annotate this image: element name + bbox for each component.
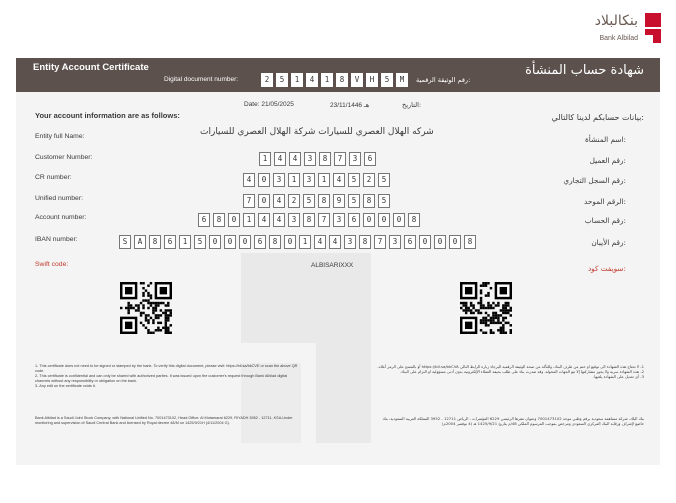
note-ar-1: 1- لا تحتاج هذه الشهادة الى توقيع او ختم من طرف البنك، وللتأكد من صحة الوثيقة الرقمية اليرجاء زيارة الرابط التالي https://bll.sa/bkCVA أو بالمسح على الرمز أعلاه. xyxy=(377,364,644,369)
digit-box: 8 xyxy=(319,152,331,166)
digit-box: 0 xyxy=(393,213,405,227)
digit-box: 4 xyxy=(333,173,345,187)
digit-box: 8 xyxy=(303,213,315,227)
digit-box: 6 xyxy=(404,235,416,249)
digit-box: 8 xyxy=(149,235,161,249)
digit-box: 8 xyxy=(464,235,476,249)
unified-number-label-ar: الرقم الموحد: xyxy=(584,197,626,206)
note-ar-3: 3- أي تعديل على الشهادة يلغيها. xyxy=(593,374,644,379)
digit-box: 4 xyxy=(289,152,301,166)
swift-code-label: Swift code: xyxy=(35,261,69,268)
digit-box: 0 xyxy=(449,235,461,249)
digit-box: 7 xyxy=(318,213,330,227)
title-ar: شهادة حساب المنشأة xyxy=(525,63,644,78)
note-en-1: 1- This certificate does not need to be signed or stamped by the bank. To verify this digital document, please visit: https://bll.sa/bkCVE or scan the above QR code. xyxy=(35,364,298,373)
footer-en: Bank Albilad is a Saudi Joint Stock Company, with National Unified No. 7001473102, Head Office: Al Motamarat 6229, RIYADH 3952 - 12711, KSA.Under monitoring and supervision of Saudi Central Bank and licensed by Royal decree 48/M on 1425/9/21H (4/11/2004 G). xyxy=(35,416,293,425)
digit-box: 3 xyxy=(304,152,316,166)
digit-box: 8 xyxy=(318,194,330,208)
iban-number-label: IBAN number: xyxy=(35,236,78,243)
digit-box: 1 xyxy=(321,73,333,87)
customer-number-label: Customer Number: xyxy=(35,154,93,161)
digit-box: 6 xyxy=(364,152,376,166)
digit-box: 4 xyxy=(273,194,285,208)
digit-box: 7 xyxy=(334,152,346,166)
digit-box: 4 xyxy=(306,73,318,87)
iban-number-boxes xyxy=(119,235,479,249)
digit-box: A xyxy=(134,235,146,249)
qr-code-icon[interactable] xyxy=(120,282,172,334)
digital-number-label-ar: رقم الوثيقة الرقمية: xyxy=(416,76,471,84)
digit-box: 1 xyxy=(179,235,191,249)
account-number-label-ar: رقم الحساب: xyxy=(584,216,626,225)
certificate-sheet xyxy=(16,58,660,465)
digit-box: 3 xyxy=(344,235,356,249)
customer-number-boxes xyxy=(259,152,379,166)
digit-box: V xyxy=(351,73,363,87)
digit-box: 5 xyxy=(378,194,390,208)
notes-en xyxy=(35,364,301,389)
digit-box: 3 xyxy=(273,173,285,187)
digit-box: S xyxy=(119,235,131,249)
digit-box: 1 xyxy=(259,152,271,166)
issue-date: Date: 21/05/2025 xyxy=(244,101,294,108)
qr-code-icon[interactable] xyxy=(460,282,512,334)
hijri-date: 23/11/1446 هـ xyxy=(330,102,370,109)
digit-box: H xyxy=(366,73,378,87)
digit-box: 0 xyxy=(284,235,296,249)
cr-number-label: CR number: xyxy=(35,174,72,181)
digit-box: 0 xyxy=(363,213,375,227)
digit-box: 9 xyxy=(333,194,345,208)
note-ar-2: 2- هذه الشهادة سرية ولا يجوز مشاركتها إلا مع الجهات المخولة، وقد صدرت بناء على طلب بحيفة العملاء الإلكترونية بدون أدنى مسؤولية او التزام على البنك. xyxy=(399,369,644,374)
entity-name-label-ar: اسم المنشأة: xyxy=(584,135,626,144)
digit-box: 3 xyxy=(288,213,300,227)
logo-mark-icon xyxy=(644,12,662,44)
digit-box: 6 xyxy=(254,235,266,249)
digit-box: 6 xyxy=(198,213,210,227)
digit-box: 3 xyxy=(303,173,315,187)
digit-box: 8 xyxy=(363,194,375,208)
digit-box: 1 xyxy=(291,73,303,87)
note-en-3: 3- Any edit on the certificate voids it. xyxy=(35,384,96,388)
digit-box: 8 xyxy=(269,235,281,249)
digit-box: 5 xyxy=(276,73,288,87)
note-en-2: 2- This certificate is confidential and can only be shared with authorized parties. It was issued upon the customer's request through Bank Albilad digital channels without any responsibility or obligation on the bank. xyxy=(35,374,288,383)
logo-english: Bank Albilad xyxy=(599,35,638,42)
title-en: Entity Account Certificate xyxy=(33,62,149,73)
digit-box: 1 xyxy=(243,213,255,227)
digit-box: 8 xyxy=(359,235,371,249)
digit-box: 0 xyxy=(258,194,270,208)
notes-ar xyxy=(376,364,644,379)
digital-number-label: Digital document number: xyxy=(164,76,239,83)
digit-box: 0 xyxy=(224,235,236,249)
swift-code-label-ar: سويفت كود: xyxy=(587,264,626,273)
digit-box: 8 xyxy=(336,73,348,87)
entity-name-label: Entity full Name: xyxy=(35,133,85,140)
digit-box: 7 xyxy=(374,235,386,249)
digit-box: 0 xyxy=(258,173,270,187)
digit-box: 8 xyxy=(408,213,420,227)
digit-box: 4 xyxy=(314,235,326,249)
digit-box: 0 xyxy=(434,235,446,249)
digit-box: 8 xyxy=(213,213,225,227)
unified-number-label: Unified number: xyxy=(35,195,83,202)
digit-box: 6 xyxy=(164,235,176,249)
digit-box: 3 xyxy=(349,152,361,166)
digit-box: 1 xyxy=(318,173,330,187)
title-band xyxy=(16,58,660,92)
watermark-logo-icon xyxy=(221,253,386,443)
digit-box: 2 xyxy=(363,173,375,187)
digit-box: M xyxy=(396,73,408,87)
digit-box: 5 xyxy=(381,73,393,87)
digit-box: 4 xyxy=(329,235,341,249)
digit-box: 4 xyxy=(243,173,255,187)
digit-box: 4 xyxy=(273,213,285,227)
digit-box: 5 xyxy=(303,194,315,208)
entity-name-value: شركه الهلال العصري للسيارات شركة الهلال العصري للسيارات xyxy=(200,127,434,137)
digit-box: 1 xyxy=(288,173,300,187)
iban-number-label-ar: رقم الأيبان: xyxy=(591,238,626,247)
digit-box: 5 xyxy=(378,173,390,187)
digit-box: 5 xyxy=(348,173,360,187)
digit-box: 4 xyxy=(258,213,270,227)
digit-box: 0 xyxy=(419,235,431,249)
digit-box: 2 xyxy=(261,73,273,87)
logo-arabic: بنكالبلاد xyxy=(594,13,638,29)
digit-box: 7 xyxy=(243,194,255,208)
swift-code-value: ALBISARIXXX xyxy=(311,262,354,269)
digit-box: 0 xyxy=(239,235,251,249)
digit-box: 0 xyxy=(378,213,390,227)
footer-ar: بنك البلاد، شركة مساهمة سعودية برقم وطني موحد 7001473102 وعنوان مقرها الرئيسي 6229 المؤتمرات - الرياض 12711 - 3952 المملكة العربية السعودية، بنك خاضع لإشراف ورقابة البنك المركزي السعودي ومرخص بموجب المرسوم الملكي 48/م بتاريخ 1425/9/21 هـ (4 نوفمبر 2004م) xyxy=(382,416,644,426)
digit-box: 5 xyxy=(194,235,206,249)
digital-number-boxes xyxy=(261,73,411,87)
intro-en: Your account information are as follows: xyxy=(35,111,180,120)
digit-box: 3 xyxy=(389,235,401,249)
digit-box: 4 xyxy=(274,152,286,166)
digit-box: 3 xyxy=(333,213,345,227)
cr-number-boxes xyxy=(243,173,393,187)
digit-box: 0 xyxy=(228,213,240,227)
digit-box: 1 xyxy=(299,235,311,249)
digit-box: 5 xyxy=(348,194,360,208)
unified-number-boxes xyxy=(243,194,393,208)
customer-number-label-ar: رقم العميل: xyxy=(589,156,626,165)
digit-box: 6 xyxy=(348,213,360,227)
digit-box: 0 xyxy=(209,235,221,249)
account-number-label: Account number: xyxy=(35,214,87,221)
hijri-date-label: التاريخ: xyxy=(402,101,422,109)
account-number-boxes xyxy=(198,213,423,227)
intro-ar: بيانات حسابكم لدينا كالتالي: xyxy=(551,113,644,122)
cr-number-label-ar: رقم السجل التجاري: xyxy=(563,176,626,185)
digit-box: 2 xyxy=(288,194,300,208)
